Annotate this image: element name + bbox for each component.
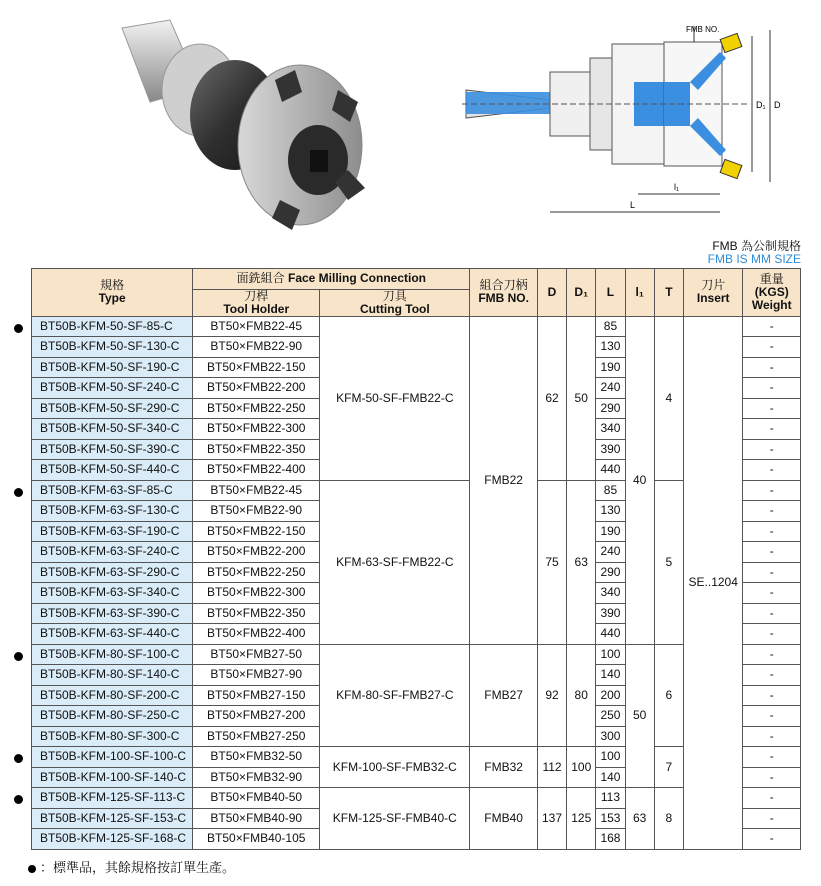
cell-holder: BT50×FMB22-300 [193, 419, 320, 440]
cell-weight: - [743, 480, 801, 501]
col-l: L [596, 269, 625, 317]
cell-type: BT50B-KFM-80-SF-100-C [32, 644, 193, 665]
cell-holder: BT50×FMB22-350 [193, 439, 320, 460]
cell-weight: - [743, 583, 801, 604]
cell-weight: - [743, 747, 801, 768]
cell-weight: - [743, 767, 801, 788]
cell-type: BT50B-KFM-125-SF-168-C [32, 829, 193, 850]
cell-holder: BT50×FMB22-250 [193, 562, 320, 583]
col-type: 規格 Type [32, 269, 193, 317]
cell-weight: - [743, 439, 801, 460]
product-photo [110, 10, 370, 235]
cell-l: 200 [596, 685, 625, 706]
cell-weight: - [743, 788, 801, 809]
bullet-icon [28, 865, 36, 873]
cell-type: BT50B-KFM-63-SF-240-C [32, 542, 193, 563]
cell-t: 5 [654, 480, 683, 644]
cell-l: 100 [596, 644, 625, 665]
cell-type: BT50B-KFM-125-SF-153-C [32, 808, 193, 829]
cell-type: BT50B-KFM-100-SF-100-C [32, 747, 193, 768]
cell-weight: - [743, 685, 801, 706]
cell-l: 440 [596, 624, 625, 645]
cell-type: BT50B-KFM-63-SF-290-C [32, 562, 193, 583]
cell-holder: BT50×FMB27-150 [193, 685, 320, 706]
cell-holder: BT50×FMB27-90 [193, 665, 320, 686]
cell-l: 340 [596, 419, 625, 440]
label-d1: D₁ [756, 100, 766, 110]
cell-l1: 40 [625, 316, 654, 644]
col-d: D [537, 269, 566, 317]
col-weight: 重量 (KGS) Weight [743, 269, 801, 317]
cell-holder: BT50×FMB40-90 [193, 808, 320, 829]
cell-holder: BT50×FMB22-300 [193, 583, 320, 604]
col-tool: 刀具 Cutting Tool [320, 289, 470, 316]
unit-note-en: FMB IS MM SIZE [707, 252, 801, 266]
cell-l: 290 [596, 398, 625, 419]
cell-l: 300 [596, 726, 625, 747]
cell-l: 113 [596, 788, 625, 809]
cell-t: 8 [654, 788, 683, 850]
technical-drawing [458, 22, 803, 222]
cell-holder: BT50×FMB22-150 [193, 521, 320, 542]
cell-l: 85 [596, 316, 625, 337]
cell-weight: - [743, 562, 801, 583]
cell-weight: - [743, 808, 801, 829]
cell-type: BT50B-KFM-63-SF-390-C [32, 603, 193, 624]
cell-holder: BT50×FMB22-200 [193, 378, 320, 399]
cell-weight: - [743, 665, 801, 686]
cell-weight: - [743, 337, 801, 358]
cell-type: BT50B-KFM-50-SF-85-C [32, 316, 193, 337]
cell-l: 340 [596, 583, 625, 604]
cell-d: 112 [537, 747, 566, 788]
cell-holder: BT50×FMB22-90 [193, 501, 320, 522]
cell-type: BT50B-KFM-50-SF-390-C [32, 439, 193, 460]
standard-bullet-icon [14, 324, 23, 333]
cell-l: 153 [596, 808, 625, 829]
col-t: T [654, 269, 683, 317]
cell-type: BT50B-KFM-80-SF-250-C [32, 706, 193, 727]
cell-type: BT50B-KFM-50-SF-240-C [32, 378, 193, 399]
cell-holder: BT50×FMB22-90 [193, 337, 320, 358]
cell-holder: BT50×FMB32-90 [193, 767, 320, 788]
cell-weight: - [743, 521, 801, 542]
footnote [28, 857, 235, 876]
cell-l: 190 [596, 357, 625, 378]
cell-fmb: FMB40 [470, 788, 538, 850]
cell-tool: KFM-100-SF-FMB32-C [320, 747, 470, 788]
cell-holder: BT50×FMB22-350 [193, 603, 320, 624]
cell-weight: - [743, 644, 801, 665]
cell-d: 92 [537, 644, 566, 747]
cell-holder: BT50×FMB22-200 [193, 542, 320, 563]
cell-type: BT50B-KFM-125-SF-113-C [32, 788, 193, 809]
standard-bullet-icon [14, 795, 23, 804]
cell-l1: 50 [625, 644, 654, 788]
cell-type: BT50B-KFM-50-SF-290-C [32, 398, 193, 419]
col-insert: 刀片 Insert [684, 269, 743, 317]
footnote-text: ：標準品，其餘規格按訂單生產。 [40, 860, 236, 875]
cell-l: 85 [596, 480, 625, 501]
cell-holder: BT50×FMB32-50 [193, 747, 320, 768]
cell-type: BT50B-KFM-50-SF-440-C [32, 460, 193, 481]
cell-tool: KFM-80-SF-FMB27-C [320, 644, 470, 747]
cell-l1: 63 [625, 788, 654, 850]
cell-type: BT50B-KFM-63-SF-85-C [32, 480, 193, 501]
standard-bullet-icon [14, 754, 23, 763]
cell-holder: BT50×FMB40-105 [193, 829, 320, 850]
cell-l: 290 [596, 562, 625, 583]
cell-l: 130 [596, 337, 625, 358]
cell-insert: SE..1204 [684, 316, 743, 849]
col-group: 面銑組合 Face Milling Connection [193, 269, 470, 290]
cell-l: 240 [596, 542, 625, 563]
cell-d1: 63 [567, 480, 596, 644]
cell-weight: - [743, 419, 801, 440]
col-holder: 刀桿 Tool Holder [193, 289, 320, 316]
cell-type: BT50B-KFM-50-SF-190-C [32, 357, 193, 378]
cell-holder: BT50×FMB27-200 [193, 706, 320, 727]
cell-tool: KFM-125-SF-FMB40-C [320, 788, 470, 850]
cell-type: BT50B-KFM-100-SF-140-C [32, 767, 193, 788]
spec-table [31, 268, 801, 850]
cell-l: 168 [596, 829, 625, 850]
cell-l: 100 [596, 747, 625, 768]
cell-type: BT50B-KFM-50-SF-130-C [32, 337, 193, 358]
cell-t: 6 [654, 644, 683, 747]
cell-l: 240 [596, 378, 625, 399]
cell-d1: 80 [567, 644, 596, 747]
cell-d: 62 [537, 316, 566, 480]
cell-fmb: FMB22 [470, 316, 538, 644]
col-l1: l₁ [625, 269, 654, 317]
cell-holder: BT50×FMB22-45 [193, 480, 320, 501]
header-row-1 [32, 269, 801, 290]
cell-type: BT50B-KFM-80-SF-300-C [32, 726, 193, 747]
cell-holder: BT50×FMB22-400 [193, 460, 320, 481]
cell-holder: BT50×FMB22-150 [193, 357, 320, 378]
unit-note-cn: FMB 為公制規格 [712, 239, 801, 253]
cell-d1: 125 [567, 788, 596, 850]
cell-tool: KFM-63-SF-FMB22-C [320, 480, 470, 644]
cell-d: 75 [537, 480, 566, 644]
cell-type: BT50B-KFM-63-SF-190-C [32, 521, 193, 542]
cell-weight: - [743, 501, 801, 522]
cell-l: 140 [596, 767, 625, 788]
cell-holder: BT50×FMB22-45 [193, 316, 320, 337]
standard-bullet-icon [14, 488, 23, 497]
cell-holder: BT50×FMB27-50 [193, 644, 320, 665]
col-d1: D₁ [567, 269, 596, 317]
cell-type: BT50B-KFM-80-SF-200-C [32, 685, 193, 706]
cell-d: 137 [537, 788, 566, 850]
cell-l: 440 [596, 460, 625, 481]
cell-weight: - [743, 624, 801, 645]
cell-t: 7 [654, 747, 683, 788]
cell-weight: - [743, 357, 801, 378]
cell-weight: - [743, 378, 801, 399]
cell-l: 250 [596, 706, 625, 727]
col-fmb: 組合刀柄 FMB NO. [470, 269, 538, 317]
cell-holder: BT50×FMB40-50 [193, 788, 320, 809]
cell-d1: 50 [567, 316, 596, 480]
cell-type: BT50B-KFM-63-SF-340-C [32, 583, 193, 604]
label-d: D [774, 100, 781, 110]
cell-weight: - [743, 398, 801, 419]
cell-holder: BT50×FMB27-250 [193, 726, 320, 747]
cell-tool: KFM-50-SF-FMB22-C [320, 316, 470, 480]
cell-type: BT50B-KFM-63-SF-440-C [32, 624, 193, 645]
cell-type: BT50B-KFM-50-SF-340-C [32, 419, 193, 440]
cell-weight: - [743, 542, 801, 563]
label-l: L [630, 200, 636, 210]
cell-weight: - [743, 603, 801, 624]
cell-weight: - [743, 460, 801, 481]
cell-weight: - [743, 316, 801, 337]
cell-fmb: FMB27 [470, 644, 538, 747]
label-l1: l₁ [674, 182, 680, 192]
cell-d1: 100 [567, 747, 596, 788]
label-fmb: FMB NO. [686, 25, 720, 34]
cell-l: 140 [596, 665, 625, 686]
cell-t: 4 [654, 316, 683, 480]
cell-l: 390 [596, 603, 625, 624]
table-row [32, 316, 801, 337]
cell-holder: BT50×FMB22-400 [193, 624, 320, 645]
cell-type: BT50B-KFM-63-SF-130-C [32, 501, 193, 522]
cell-l: 190 [596, 521, 625, 542]
cell-weight: - [743, 726, 801, 747]
standard-bullet-icon [14, 652, 23, 661]
cell-holder: BT50×FMB22-250 [193, 398, 320, 419]
cell-weight: - [743, 829, 801, 850]
cell-l: 390 [596, 439, 625, 460]
cell-type: BT50B-KFM-80-SF-140-C [32, 665, 193, 686]
cell-weight: - [743, 706, 801, 727]
cell-fmb: FMB32 [470, 747, 538, 788]
cell-l: 130 [596, 501, 625, 522]
